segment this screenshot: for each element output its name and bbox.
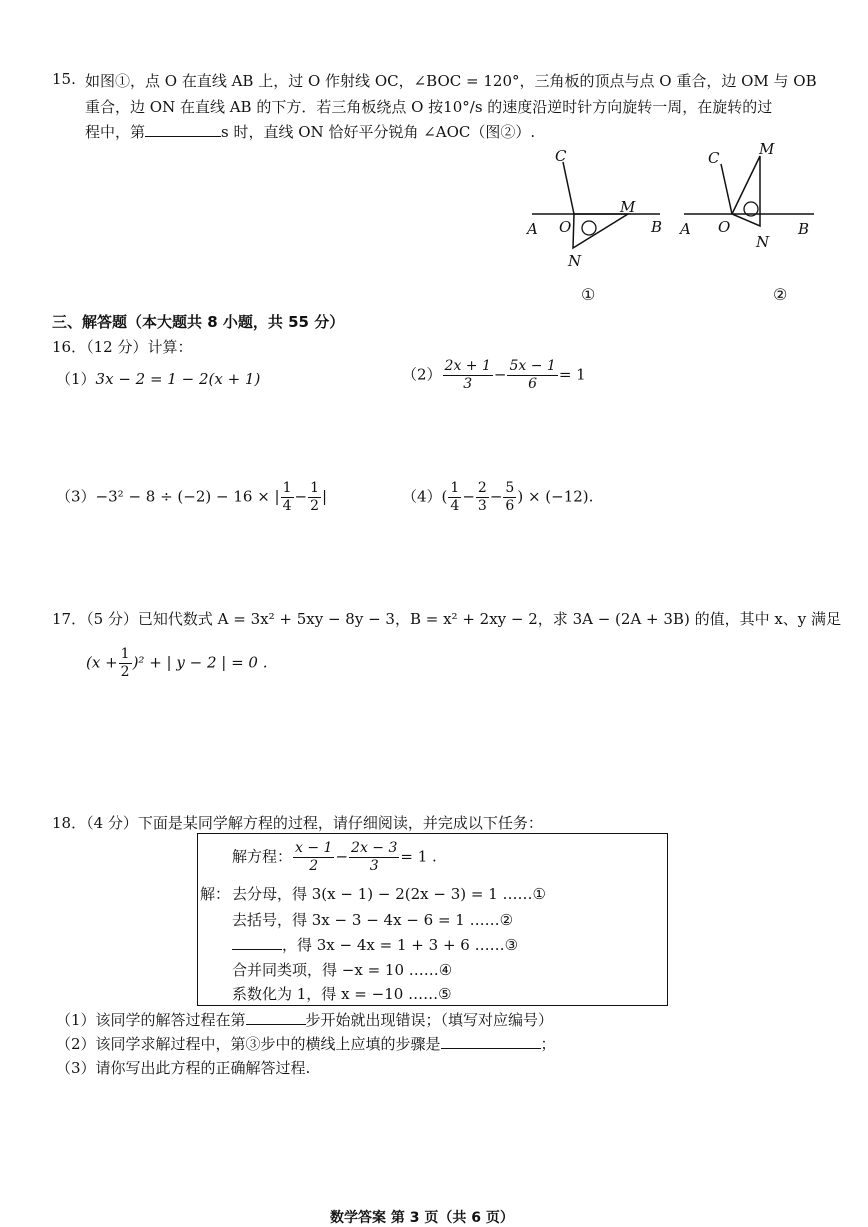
box-step2: 去括号，得 3x − 3 − 4x − 6 = 1 ……② xyxy=(232,911,514,929)
frac-denominator: 4 xyxy=(450,498,460,514)
q17-frac xyxy=(119,646,132,681)
q15-line3-start: 程中，第 xyxy=(85,123,146,141)
fig2-label-n: N xyxy=(756,233,770,251)
q17-line2-b: )² + | y − 2 | = 0 . xyxy=(132,653,268,672)
task2-blank[interactable] xyxy=(441,1048,541,1049)
fig2-caption: ② xyxy=(773,285,788,304)
q16-part3-frac1 xyxy=(281,480,294,515)
frac-denominator: 3 xyxy=(463,376,473,392)
minus-sign: − xyxy=(489,487,503,506)
minus-sign: − xyxy=(294,487,308,506)
frac-numerator: 1 xyxy=(310,480,320,496)
frac-numerator: 2x − 3 xyxy=(351,840,398,856)
q16-part2 xyxy=(402,358,586,393)
q16-part3 xyxy=(56,480,327,515)
frac-denominator: 2 xyxy=(120,664,130,680)
frac-denominator: 6 xyxy=(528,376,538,392)
q16-part3-expr-a: −3² − 8 ÷ (−2) − 16 × | xyxy=(95,487,280,506)
page-footer: 数学答案 第 3 页（共 6 页） xyxy=(330,1210,514,1226)
fig2-label-c: C xyxy=(708,149,720,167)
q17-line1: 17．（5 分）已知代数式 A = 3x² + 5xy − 8y − 3，B = x² + 2xy − 2，求 3A − (2A + 3B) 的值，其中 x、y 满足 xyxy=(52,610,842,628)
fig1-label-c: C xyxy=(555,147,567,165)
fig1-label-o: O xyxy=(559,218,572,236)
q18-task2 xyxy=(56,1033,556,1054)
open-paren: ( xyxy=(441,487,448,506)
frac-numerator: 2x + 1 xyxy=(444,358,491,374)
q15-number: 15. xyxy=(52,70,76,88)
q16-part4-frac3 xyxy=(503,480,516,515)
frac-denominator: 6 xyxy=(505,498,515,514)
q16-part2-label: （2） xyxy=(402,365,442,384)
frac-denominator: 2 xyxy=(310,498,320,514)
fig1-label-m: M xyxy=(620,198,636,216)
frac-denominator: 3 xyxy=(477,498,487,514)
box-equation xyxy=(232,840,437,875)
q18-header: 18．（4 分）下面是某同学解方程的过程，请仔细阅读，并完成以下任务： xyxy=(52,814,543,832)
q16-part2-rhs: = 1 xyxy=(558,365,586,384)
frac-numerator: 1 xyxy=(282,480,292,496)
frac-denominator: 2 xyxy=(309,858,319,874)
q16-header: 16．（12 分）计算： xyxy=(52,338,193,356)
q18-task3: （3）请你写出此方程的正确解答过程. xyxy=(56,1059,311,1077)
box-step5: 系数化为 1，得 x = −10 ……⑤ xyxy=(232,985,452,1003)
q16-part4-frac2 xyxy=(476,480,489,515)
fig2-label-b: B xyxy=(798,220,810,238)
frac-numerator: 5x − 1 xyxy=(509,358,556,374)
minus-sign: − xyxy=(493,365,507,384)
q16-part1-label: （1） xyxy=(56,370,96,388)
frac-numerator: 5 xyxy=(505,480,515,496)
q15-line1: 如图①，点 O 在直线 AB 上，过 O 作射线 OC，∠BOC = 120°，三角板的顶点与点 O 重合，边 OM 与 OB xyxy=(85,72,817,90)
q17-line2-a: (x + xyxy=(86,653,118,672)
fig1-label-n: N xyxy=(568,252,582,270)
frac-denominator: 3 xyxy=(369,858,379,874)
box-frac1 xyxy=(293,840,334,875)
task2-end: ； xyxy=(540,1035,556,1053)
q16-part1 xyxy=(56,368,260,389)
box-rhs: = 1 . xyxy=(400,847,437,866)
step3-blank[interactable] xyxy=(232,949,282,950)
frac-numerator: 1 xyxy=(120,646,130,662)
q15-line3 xyxy=(85,121,535,142)
minus-sign: − xyxy=(462,487,475,506)
q16-part3-expr-b: | xyxy=(322,487,328,506)
box-jie: 解： xyxy=(200,885,231,903)
figure-1 xyxy=(520,140,680,270)
q16-part1-expr: 3x − 2 = 1 − 2(x + 1) xyxy=(95,370,261,388)
step3-text: ，得 3x − 4x = 1 + 3 + 6 ……③ xyxy=(282,936,519,954)
task2-start: （2）该同学求解过程中，第③步中的横线上应填的步骤是 xyxy=(56,1035,441,1053)
box-title: 解方程： xyxy=(232,847,293,866)
q15-line3-end: s 时，直线 ON 恰好平分锐角 ∠AOC（图②）. xyxy=(221,123,536,141)
frac-numerator: 2 xyxy=(477,480,487,496)
q15-line2: 重合，边 ON 在直线 AB 的下方．若三角板绕点 O 按10°/s 的速度沿逆时针方向旋转一周，在旋转的过 xyxy=(85,98,773,116)
q16-part3-frac2 xyxy=(308,480,321,515)
q16-part4-frac1 xyxy=(448,480,461,515)
minus-sign: − xyxy=(335,847,349,866)
task1-end: 步开始就出现错误；（填写对应编号） xyxy=(305,1011,554,1029)
fig1-caption: ① xyxy=(581,285,596,304)
figure-2 xyxy=(680,140,830,270)
box-step3 xyxy=(232,934,518,955)
section-title: 三、解答题（本大题共 8 小题，共 55 分） xyxy=(52,313,345,331)
q16-part4-label: （4） xyxy=(402,487,442,506)
fig2-label-m: M xyxy=(759,140,775,158)
fig1-label-a: A xyxy=(527,220,538,238)
box-step4: 合并同类项，得 −x = 10 ……④ xyxy=(232,961,453,979)
q16-part2-frac2 xyxy=(507,358,557,393)
close-paren-times: ) × (−12). xyxy=(517,487,594,506)
q16-part2-frac1 xyxy=(443,358,493,393)
task1-start: （1）该同学的解答过程在第 xyxy=(56,1011,246,1029)
frac-numerator: 1 xyxy=(450,480,460,496)
q16-part4 xyxy=(402,480,593,515)
task1-blank[interactable] xyxy=(246,1024,306,1025)
frac-numerator: x − 1 xyxy=(295,840,333,856)
frac-denominator: 4 xyxy=(282,498,292,514)
fig2-label-a: A xyxy=(680,220,691,238)
box-step1: 去分母，得 3(x − 1) − 2(2x − 3) = 1 ……① xyxy=(232,885,546,903)
q17-line2 xyxy=(86,646,268,681)
box-frac2 xyxy=(349,840,399,875)
q18-task1 xyxy=(56,1009,553,1030)
q15-answer-blank[interactable] xyxy=(145,136,221,137)
fig1-label-b: B xyxy=(651,218,663,236)
q16-part3-label: （3） xyxy=(56,487,96,506)
fig2-label-o: O xyxy=(718,218,731,236)
